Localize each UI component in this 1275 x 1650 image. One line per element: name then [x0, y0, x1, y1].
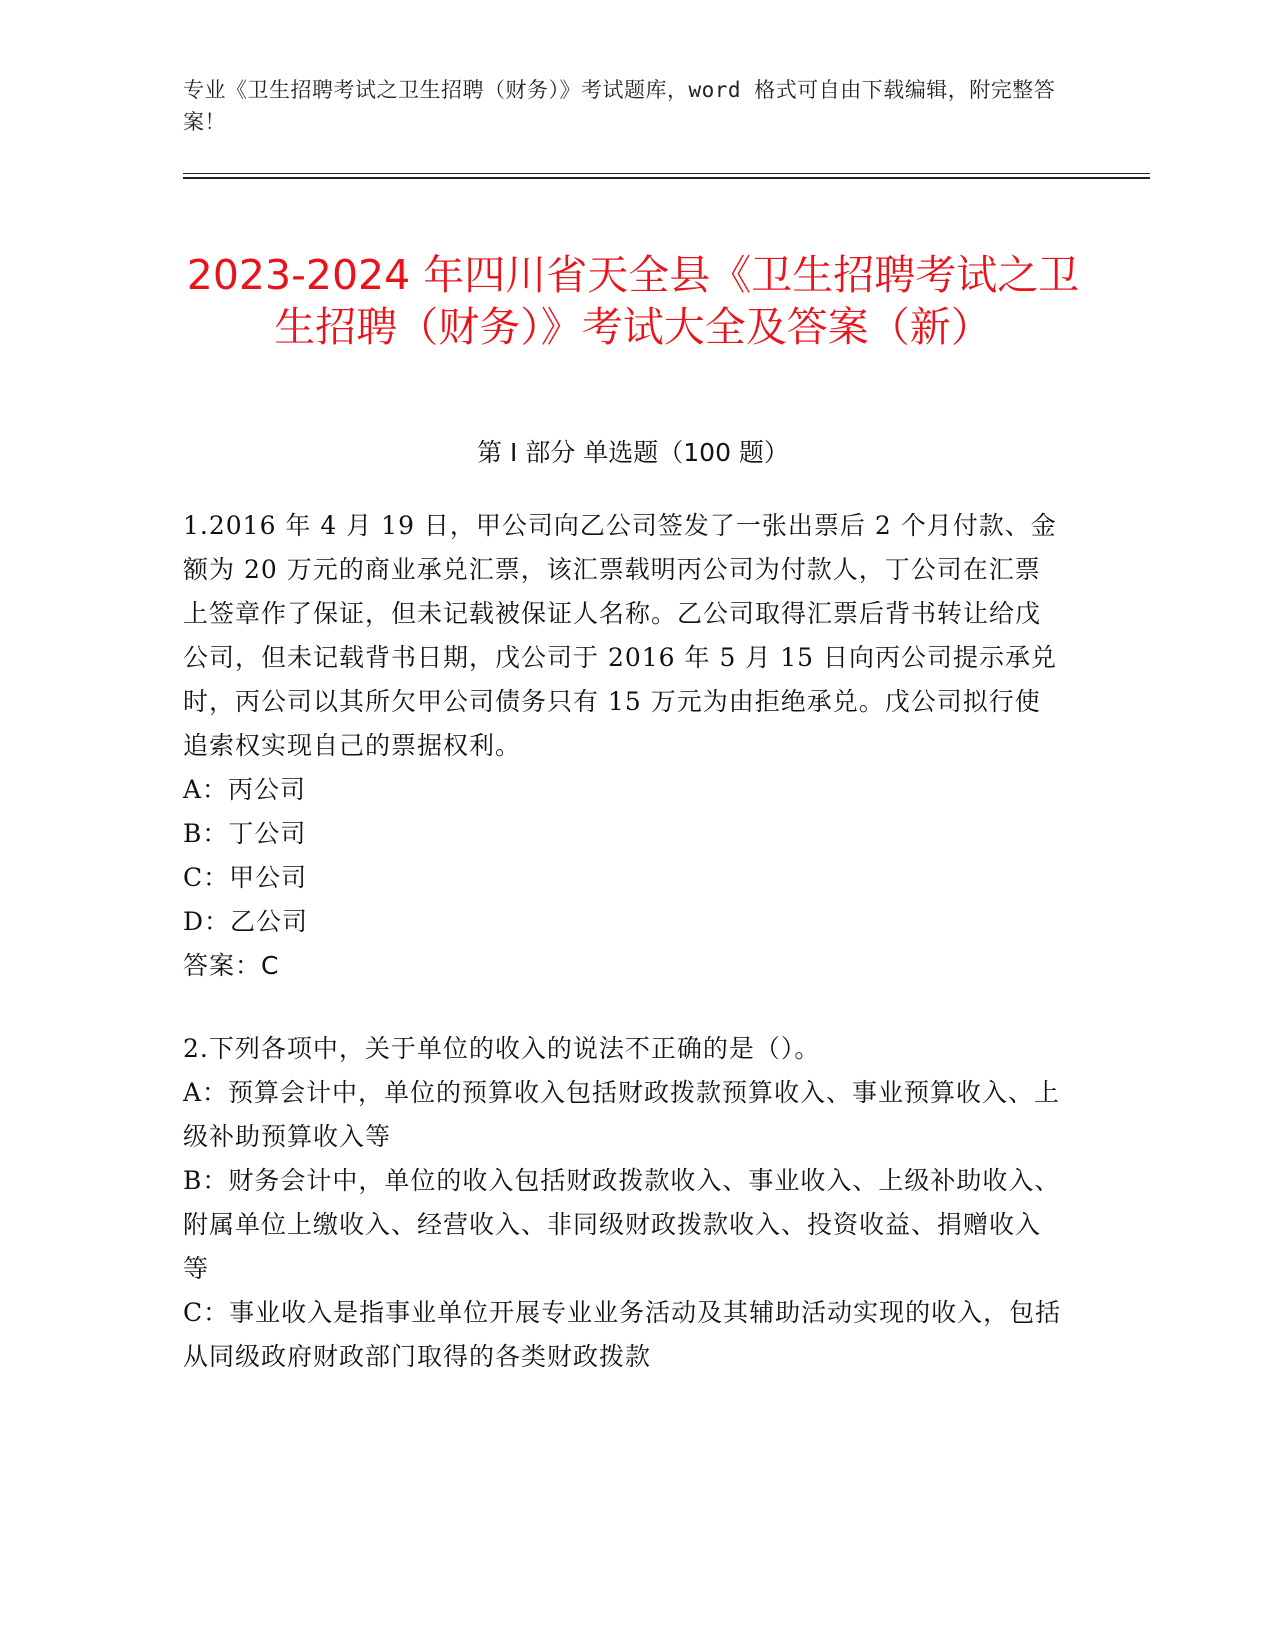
header-divider-thick: [183, 177, 1150, 179]
option-a: A：预算会计中，单位的预算收入包括财政拨款预算收入、事业预算收入、上级补助预算收入等: [183, 1078, 1061, 1151]
question-1: [183, 504, 1063, 988]
header-divider-thin: [183, 173, 1150, 174]
option-a: A：丙公司: [183, 775, 307, 804]
option-b: B：财务会计中，单位的收入包括财政拨款收入、事业收入、上级补助收入、附属单位上缴收入、经营收入、非同级财政拨款收入、投资收益、捐赠收入等: [183, 1166, 1061, 1283]
section-title: 第 I 部分 单选题（100 题）: [477, 438, 789, 467]
option-b: B：丁公司: [183, 819, 307, 848]
option-d: D：乙公司: [183, 907, 309, 936]
question-stem: 2.下列各项中，关于单位的收入的说法不正确的是（）。: [183, 1034, 821, 1063]
option-c: C：事业收入是指事业单位开展专业业务活动及其辅助活动实现的收入，包括从同级政府财政部门取得的各类财政拨款: [183, 1298, 1062, 1371]
option-c: C：甲公司: [183, 863, 308, 892]
question-2: [183, 1027, 1063, 1379]
answer: 答案：C: [183, 951, 280, 980]
document-title: 2023-2024 年四川省天全县《卫生招聘考试之卫生招聘（财务）》考试大全及答案（新）: [186, 251, 1080, 352]
question-stem: 1.2016 年 4 月 19 日，甲公司向乙公司签发了一张出票后 2 个月付款、金额为 20 万元的商业承兑汇票，该汇票载明丙公司为付款人，丁公司在汇票上签章作了保证，但未记载被保证人名称。乙公司取得汇票后背书转让给戊公司，但未记载背书日期，戊公司于 2016 年 5 月 15 日向丙公司提示承兑时，丙公司以其所欠甲公司债务只有 15 万元为由拒绝承兑。戊公司拟行使追索权实现自己的票据权利。: [183, 511, 1058, 760]
header-note: 专业《卫生招聘考试之卫生招聘（财务）》考试题库，word 格式可自由下载编辑，附完整答案！: [183, 78, 1056, 134]
